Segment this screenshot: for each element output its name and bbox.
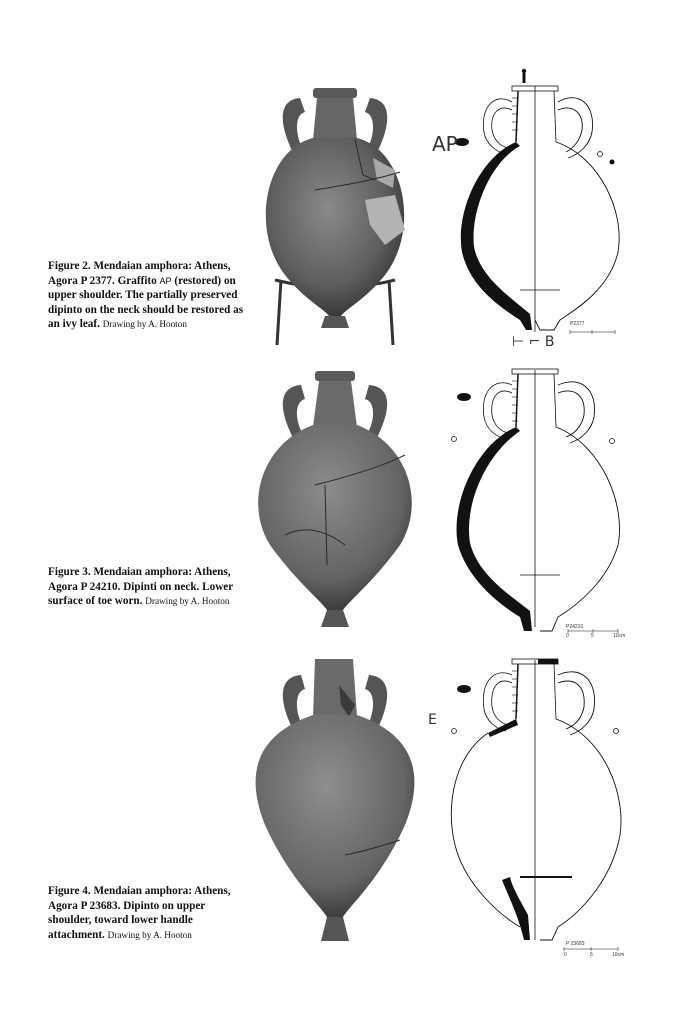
scale-label-5: 5	[591, 633, 594, 639]
figure-2-caption-text: Figure 2. Mendaian amphora: Athens, Agora P 2377. Graffito	[48, 260, 231, 287]
scale-label-10cm: 10cm	[613, 633, 626, 639]
figure-2-graffito-mark: AP	[432, 132, 458, 156]
figure-2-caption	[48, 259, 248, 332]
figure-4-dipinto-mark: E	[428, 712, 437, 728]
figure-2-photo	[245, 80, 425, 350]
figure-2-inventory-label: P2377	[570, 321, 585, 327]
figure-3-drawing	[440, 365, 630, 640]
figure-4-drawing	[440, 655, 630, 955]
figure-4-inventory-label: P 23683	[566, 941, 585, 947]
scale-label-10cm-fig4: 10cm	[612, 952, 625, 958]
figure-2-drawing	[440, 62, 630, 352]
scale-label-5-fig4: 5	[590, 952, 593, 958]
figure-2-credit: Drawing by A. Hooton	[102, 319, 187, 330]
figure-3-caption	[48, 565, 248, 609]
figure-3-credit: Drawing by A. Hooton	[145, 596, 230, 607]
scale-label-0-fig4: 0	[564, 952, 567, 958]
figure-4-caption	[48, 884, 248, 942]
figure-2-caption-text-2: (restored) on upper shoulder. The partially preserved dipinto on the neck should be restored as an ivy leaf.	[48, 274, 244, 331]
figure-4-caption-text: Figure 4. Mendaian amphora: Athens, Agora P 23683. Dipinto on upper shoulder, toward lower handle attachment.	[48, 885, 231, 941]
scale-label-0: 0	[566, 633, 569, 639]
figure-3-caption-text: Figure 3. Mendaian amphora: Athens, Agora P 24210. Dipinti on neck. Lower surface of toe worn.	[48, 566, 234, 608]
figure-3-photo	[245, 365, 425, 635]
figure-3-inventory-label: P24210	[566, 624, 584, 630]
figure-4-credit: Drawing by A. Hooton	[107, 929, 192, 940]
figure-4-photo	[245, 655, 425, 950]
figure-2-dipinto-marks: ⊢ ⌐ B	[512, 334, 555, 350]
figure-2-graffito-smallcaps: AP	[159, 275, 172, 286]
